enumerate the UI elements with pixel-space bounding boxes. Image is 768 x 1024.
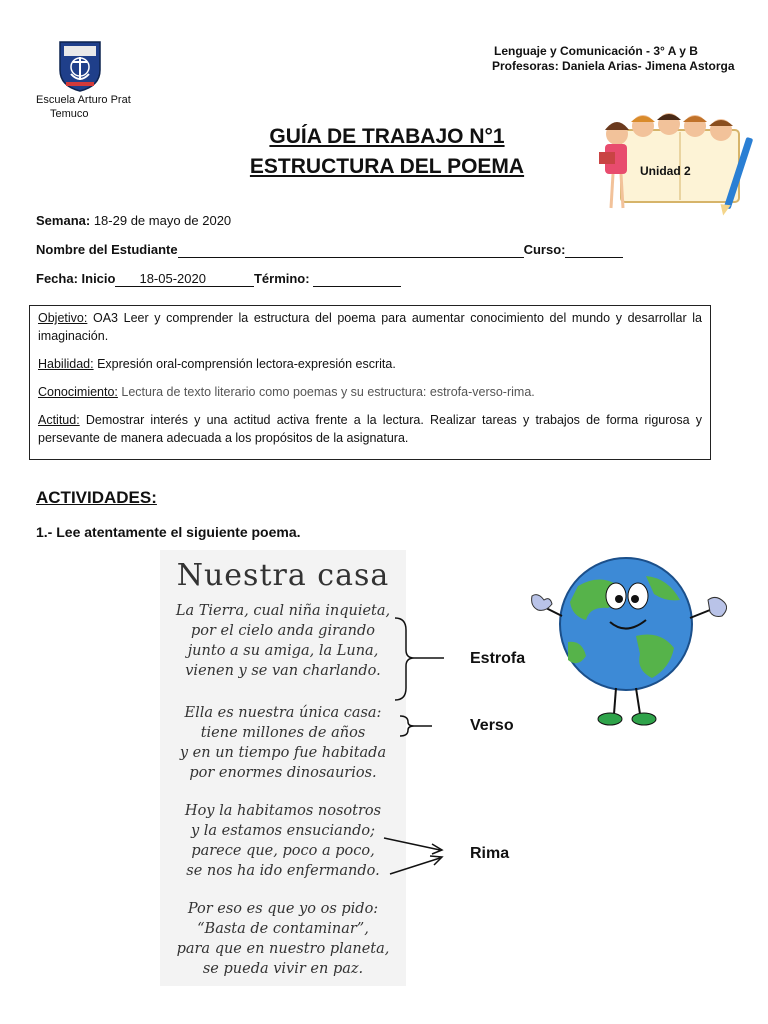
school-city: Temuco xyxy=(50,108,89,120)
earth-character-illustration xyxy=(528,556,733,732)
title-line2: ESTRUCTURA DEL POEMA xyxy=(249,155,525,178)
skill-row xyxy=(38,355,702,373)
knowledge-row xyxy=(38,383,702,401)
school-name-line1: Escuela Arturo Prat xyxy=(36,94,131,106)
annotation-brackets xyxy=(380,610,470,890)
date-start-label: Fecha: Inicio xyxy=(36,271,116,286)
poem-verse: y la estamos ensuciando; xyxy=(190,823,376,839)
course-blank[interactable] xyxy=(565,242,623,258)
week-field xyxy=(36,213,231,228)
attitude-label: Actitud: xyxy=(38,413,80,427)
poem-stanza xyxy=(160,801,406,881)
poem-verse: tiene millones de años xyxy=(200,725,366,741)
school-name xyxy=(36,93,131,121)
week-value: 18-29 de mayo de 2020 xyxy=(93,213,232,228)
student-name-field xyxy=(36,242,623,258)
poem-verse: parece que, poco a poco, xyxy=(191,843,375,859)
activities-heading: ACTIVIDADES: xyxy=(36,488,157,507)
poem-title: Nuestra casa xyxy=(176,558,390,593)
skill-text: Expresión oral-comprensión lectora-expresión escrita. xyxy=(97,357,396,371)
title-line1: GUÍA DE TRABAJO N°1 xyxy=(269,125,505,148)
children-reading-illustration xyxy=(585,108,755,218)
date-start-blank-right[interactable] xyxy=(206,271,254,287)
school-crest-logo xyxy=(56,40,104,92)
poem-verse: vienen y se van charlando. xyxy=(185,663,381,679)
poem-verse: se nos ha ido enfermando. xyxy=(186,863,380,879)
poem-verse: Hoy la habitamos nosotros xyxy=(184,803,382,819)
poem-stanza xyxy=(160,601,406,681)
student-name-blank[interactable] xyxy=(178,242,524,258)
attitude-text: Demostrar interés y una actitud activa frente a la lectura. Realizar tareas y trabajos de forma rigurosa y persevante de manera adecuada a los propósitos de la asignatura. xyxy=(38,413,702,445)
poem-verse: junto a su amiga, la Luna, xyxy=(187,643,379,659)
objectives-box xyxy=(29,305,711,460)
verse-label: Verso xyxy=(470,717,514,734)
date-start-blank-left[interactable] xyxy=(115,271,139,287)
poem-verse: Por eso es que yo os pido: xyxy=(187,901,379,917)
stanza-bracket xyxy=(395,618,414,700)
teachers-line: Profesoras: Daniela Arias- Jimena Astorga xyxy=(492,59,735,73)
attitude-row xyxy=(38,411,702,447)
stanza-label: Estrofa xyxy=(470,650,526,667)
poem-verse: por el cielo anda girando xyxy=(190,623,376,639)
objective-row xyxy=(38,309,702,345)
poem-verse: y en un tiempo fue habitada xyxy=(179,745,387,761)
unit-label: Unidad 2 xyxy=(640,164,691,178)
date-end-label: Término: xyxy=(253,271,310,286)
page-title xyxy=(200,122,574,182)
poem-verse: “Basta de contaminar”, xyxy=(197,921,369,937)
rhyme-arrow-1 xyxy=(384,838,440,850)
student-name-label: Nombre del Estudiante xyxy=(36,242,178,257)
objective-text: OA3 Leer y comprender la estructura del poema para aumentar conocimiento del mundo y desarrollar la imaginación. xyxy=(38,311,702,343)
rhyme-arrow-2 xyxy=(390,858,440,874)
course-label: Curso: xyxy=(523,242,566,257)
objective-label: Objetivo: xyxy=(38,311,88,325)
poem-stanza xyxy=(160,899,406,979)
poem-verse: por enormes dinosaurios. xyxy=(189,765,377,781)
poem-stanza xyxy=(160,703,406,783)
poem-verse: La Tierra, cual niña inquieta, xyxy=(175,603,391,619)
verse-bracket xyxy=(400,716,414,736)
poem-verse: para que en nuestro planeta, xyxy=(176,941,390,957)
date-field xyxy=(36,271,401,287)
knowledge-text: Lectura de texto literario como poemas y su estructura: estrofa-verso-rima. xyxy=(121,385,535,399)
rhyme-label: Rima xyxy=(470,845,510,862)
week-label: Semana: xyxy=(36,213,91,228)
activity-instruction: 1.- Lee atentamente el siguiente poema. xyxy=(36,524,301,540)
date-start-value: 18-05-2020 xyxy=(139,271,206,286)
poem-verse: se pueda vivir en paz. xyxy=(202,961,364,977)
skill-label: Habilidad: xyxy=(38,357,94,371)
knowledge-label: Conocimiento: xyxy=(38,385,118,399)
poem-verse: Ella es nuestra única casa: xyxy=(184,705,382,721)
subject-info xyxy=(492,44,735,74)
date-end-blank[interactable] xyxy=(313,271,401,287)
subject-line: Lenguaje y Comunicación - 3° A y B xyxy=(494,44,698,58)
poem-image xyxy=(160,550,406,986)
